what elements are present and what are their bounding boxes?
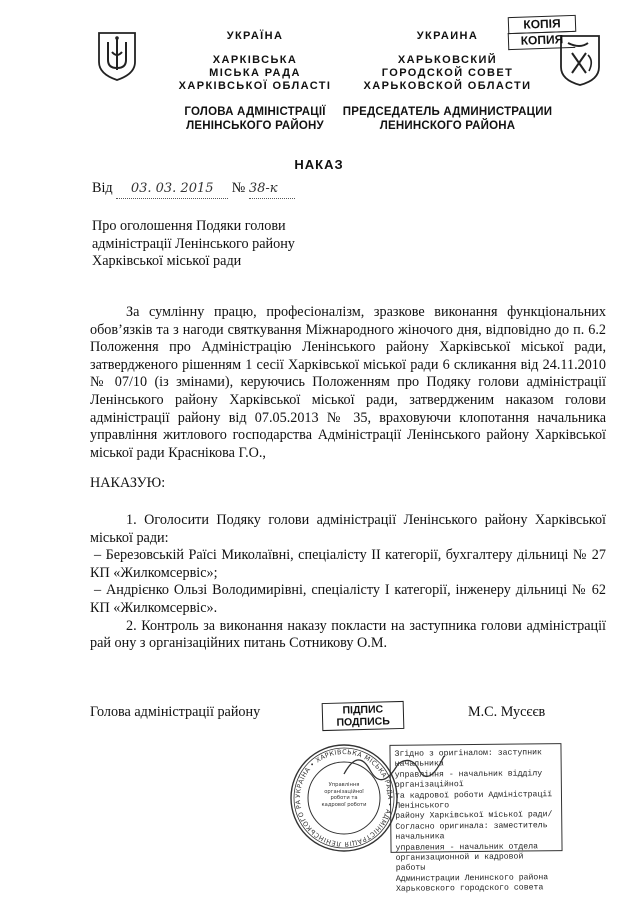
subject-line-2: адміністрації Ленінського району xyxy=(92,235,295,252)
copy-stamp-line1: КОПІЯ xyxy=(508,15,577,34)
council-uk-line2: МІСЬКА РАДА xyxy=(209,67,301,79)
trident-emblem-icon xyxy=(96,30,138,82)
signature-stamp xyxy=(322,701,405,731)
seal-center-text: Управління організаційної роботи та кадрової роботи xyxy=(321,782,367,808)
date-from-label: Від xyxy=(92,180,113,196)
subject xyxy=(92,218,392,271)
country-ru: УКРАИНА xyxy=(416,30,479,42)
signature-stamp-line1: ПІДПИС xyxy=(342,703,384,717)
cert-line-2: управління - начальник відділу організаційної xyxy=(394,769,543,791)
order-item-1: 1. Оголосити Подяку голови адміністрації Ленінського району Харківської міської ради: xyxy=(90,512,606,546)
cert-line-4: району Харківської міської ради/ xyxy=(395,810,553,822)
preamble-paragraph: За сумлінну працю, професіоналізм, зразкове виконання функціональних обов’язків та з нагоди святкування Міжнародного жіночого дня, відповідно до п. 6.2 Положення про Адміністрацію Ленінського району Харківської міської ради, затвердженого рішенням 1 сесії Харківської міської ради 6 скликання від 24.11.2010 № 07/10 (із змінами), керуючись Положенням про Подяку голови адміністрації Ленінського району Харківської міської ради, затвердженим наказом голови адміністрації району від 07.05.2013 № 35, враховуючи клопотання начальника управління житлового господарства Адміністрації Ленінського району Харківської міської ради Краснікова Г.О., xyxy=(90,304,606,461)
council-ru-line1: ХАРЬКОВСКИЙ xyxy=(397,54,498,66)
order-item-1a: – Березовській Раїсі Миколаївні, спеціалісту II категорії, бухгалтеру дільниці № 27 КП «Жилкомсервіс»; xyxy=(90,547,606,581)
order-items xyxy=(90,512,606,653)
head-ru-line2: ЛЕНИНСКОГО РАЙОНА xyxy=(379,120,516,132)
cert-line-9: Харьковского городского совета xyxy=(395,883,544,895)
council-ru-line3: ХАРЬКОВСКОЙ ОБЛАСТИ xyxy=(363,80,532,92)
order-item-1b: – Андрієнко Ользі Володимирівні, спеціалісту I категорії, інженеру дільниці № 62 КП «Жилкомсервіс». xyxy=(90,582,606,616)
signatory-name: М.С. Мусєєв xyxy=(468,704,546,720)
council-uk-line3: ХАРКІВСЬКОЇ ОБЛАСТІ xyxy=(178,80,332,92)
cert-line-8: Администрации Ленинского района xyxy=(395,873,549,884)
subject-line-1: Про оголошення Подяки голови xyxy=(92,218,286,234)
signature-position: Голова адміністрації району xyxy=(90,704,261,720)
document-type: НАКАЗ xyxy=(294,157,344,172)
date-number-line xyxy=(92,180,412,199)
cert-line-1: Згідно з оригіналом: заступник начальника xyxy=(394,748,542,770)
cert-line-7: организационной и кадровой работы xyxy=(395,852,524,874)
handwritten-signature xyxy=(340,742,450,792)
order-item-2: 2. Контроль за виконання наказу покласти на заступника голови адміністрації рай ону з організаційних питань Сотникову О.М. xyxy=(90,617,606,652)
header-left xyxy=(150,30,360,133)
subject-line-3: Харківської міської ради xyxy=(92,253,242,270)
date-value: 03. 03. 2015 xyxy=(116,180,228,199)
head-uk-line1: ГОЛОВА АДМІНІСТРАЦІЇ xyxy=(184,106,326,118)
order-word: НАКАЗУЮ: xyxy=(90,475,166,491)
head-uk-line2: ЛЕНІНСЬКОГО РАЙОНУ xyxy=(186,120,324,132)
cert-line-5: Согласно оригинала: заместитель начальника xyxy=(395,821,548,843)
cert-line-6: управления - начальник отдела xyxy=(395,842,539,853)
council-uk-line1: ХАРКІВСЬКА xyxy=(212,54,298,66)
council-ru-line2: ГОРОДСКОЙ СОВЕТ xyxy=(381,67,514,79)
seal-outer-text: УКРАЇНА • ХАРКІВСЬКА МІСЬКА РАДА • АДМІНІСТРАЦІЯ ЛЕНІНСЬКОГО РА xyxy=(293,747,395,849)
header-right xyxy=(340,30,555,133)
signature-stamp-line2: ПОДПИСЬ xyxy=(336,715,390,729)
cert-line-3: та кадрової роботи Адміністрації Ленінського xyxy=(394,789,553,811)
number-label: № xyxy=(231,180,246,196)
head-ru-line1: ПРЕДСЕДАТЕЛЬ АДМИНИСТРАЦИИ xyxy=(342,106,553,118)
copy-stamp-line2: КОПИЯ xyxy=(508,31,576,50)
country-uk: УКРАЇНА xyxy=(226,30,284,42)
number-value: 38-к xyxy=(249,180,295,199)
